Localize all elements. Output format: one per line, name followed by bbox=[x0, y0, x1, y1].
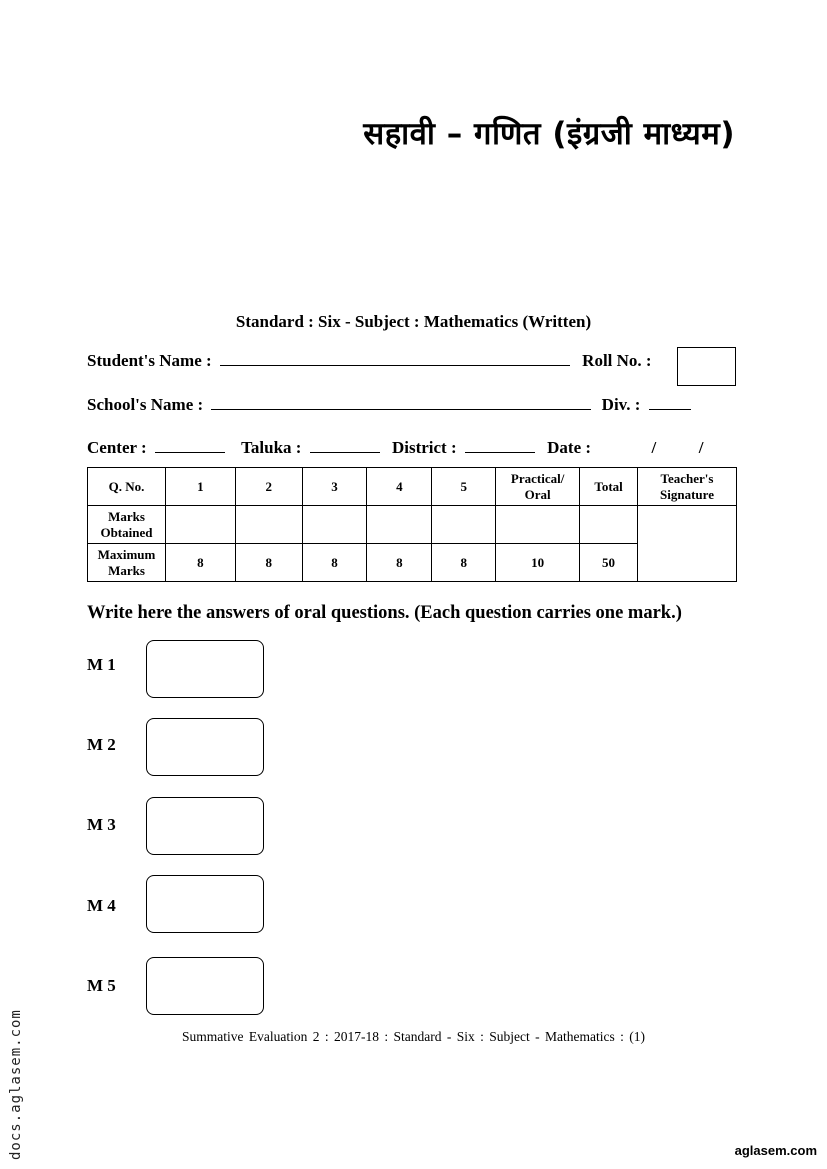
subject-heading: Standard : Six - Subject : Mathematics (Written) bbox=[235, 312, 592, 331]
marks-obtained-cell[interactable] bbox=[165, 506, 235, 544]
oral-item-label: M 1 bbox=[87, 655, 116, 674]
marks-obtained-cell[interactable] bbox=[580, 506, 638, 544]
roll-no-box[interactable] bbox=[677, 347, 736, 386]
center-field[interactable] bbox=[155, 451, 225, 453]
school-name-field[interactable] bbox=[211, 408, 591, 410]
maximum-marks-cell: 8 bbox=[367, 544, 432, 582]
student-name-row bbox=[87, 351, 652, 371]
div-label: Div. : bbox=[601, 395, 641, 414]
table-header-cell: 1 bbox=[165, 468, 235, 506]
div-field[interactable] bbox=[649, 408, 691, 410]
date-label: Date : bbox=[547, 438, 592, 457]
school-name-label: School's Name : bbox=[87, 395, 204, 414]
maximum-marks-cell: 10 bbox=[496, 544, 580, 582]
maximum-marks-cell: 8 bbox=[432, 544, 496, 582]
table-header-cell: Practical/ Oral bbox=[496, 468, 580, 506]
oral-item-label: M 4 bbox=[87, 896, 116, 915]
taluka-label: Taluka : bbox=[241, 438, 302, 457]
marks-obtained-cell[interactable] bbox=[302, 506, 367, 544]
table-header-cell: 2 bbox=[235, 468, 302, 506]
district-label: District : bbox=[391, 438, 457, 457]
roll-no-label: Roll No. : bbox=[582, 351, 652, 370]
oral-answer-box-3[interactable] bbox=[146, 797, 264, 855]
district-field[interactable] bbox=[465, 451, 535, 453]
table-header-cell: Teacher's Signature bbox=[638, 468, 737, 506]
table-header-cell: Total bbox=[580, 468, 638, 506]
side-watermark: docs.aglasem.com bbox=[8, 1009, 24, 1160]
oral-item-label: M 2 bbox=[87, 735, 116, 754]
student-name-field[interactable] bbox=[220, 364, 570, 366]
center-row bbox=[87, 438, 704, 458]
oral-answer-box-5[interactable] bbox=[146, 957, 264, 1015]
marks-obtained-cell[interactable] bbox=[432, 506, 496, 544]
page-title: सहावी – गणित (इंग्रजी माध्यम) bbox=[363, 116, 735, 152]
marks-obtained-row bbox=[88, 506, 737, 544]
page-footer: Summative Evaluation 2 : 2017-18 : Standard - Six : Subject - Mathematics : (1) bbox=[182, 1029, 645, 1044]
maximum-marks-cell: 8 bbox=[235, 544, 302, 582]
maximum-marks-label: Maximum Marks bbox=[88, 544, 166, 582]
maximum-marks-cell: 50 bbox=[580, 544, 638, 582]
marks-obtained-label: Marks Obtained bbox=[88, 506, 166, 544]
teacher-signature-cell[interactable] bbox=[638, 506, 737, 582]
oral-answer-box-2[interactable] bbox=[146, 718, 264, 776]
table-header-row bbox=[88, 468, 737, 506]
marks-obtained-cell[interactable] bbox=[367, 506, 432, 544]
oral-answer-box-4[interactable] bbox=[146, 875, 264, 933]
oral-questions-heading: Write here the answers of oral questions. (Each question carries one mark.) bbox=[87, 603, 682, 623]
student-name-label: Student's Name : bbox=[87, 351, 212, 370]
table-header-cell: Q. No. bbox=[88, 468, 166, 506]
maximum-marks-cell: 8 bbox=[165, 544, 235, 582]
oral-answer-box-1[interactable] bbox=[146, 640, 264, 698]
school-name-row bbox=[87, 395, 695, 415]
date-separator: / bbox=[651, 438, 657, 457]
marks-obtained-cell[interactable] bbox=[496, 506, 580, 544]
marks-obtained-cell[interactable] bbox=[235, 506, 302, 544]
table-header-cell: 3 bbox=[302, 468, 367, 506]
center-label: Center : bbox=[87, 438, 147, 457]
date-separator-2: / bbox=[698, 438, 704, 457]
table-header-cell: 5 bbox=[432, 468, 496, 506]
corner-watermark: aglasem.com bbox=[734, 1143, 817, 1158]
oral-item-label: M 5 bbox=[87, 976, 116, 995]
taluka-field[interactable] bbox=[310, 451, 380, 453]
oral-item-label: M 3 bbox=[87, 815, 116, 834]
marks-table bbox=[87, 467, 737, 582]
maximum-marks-cell: 8 bbox=[302, 544, 367, 582]
table-header-cell: 4 bbox=[367, 468, 432, 506]
